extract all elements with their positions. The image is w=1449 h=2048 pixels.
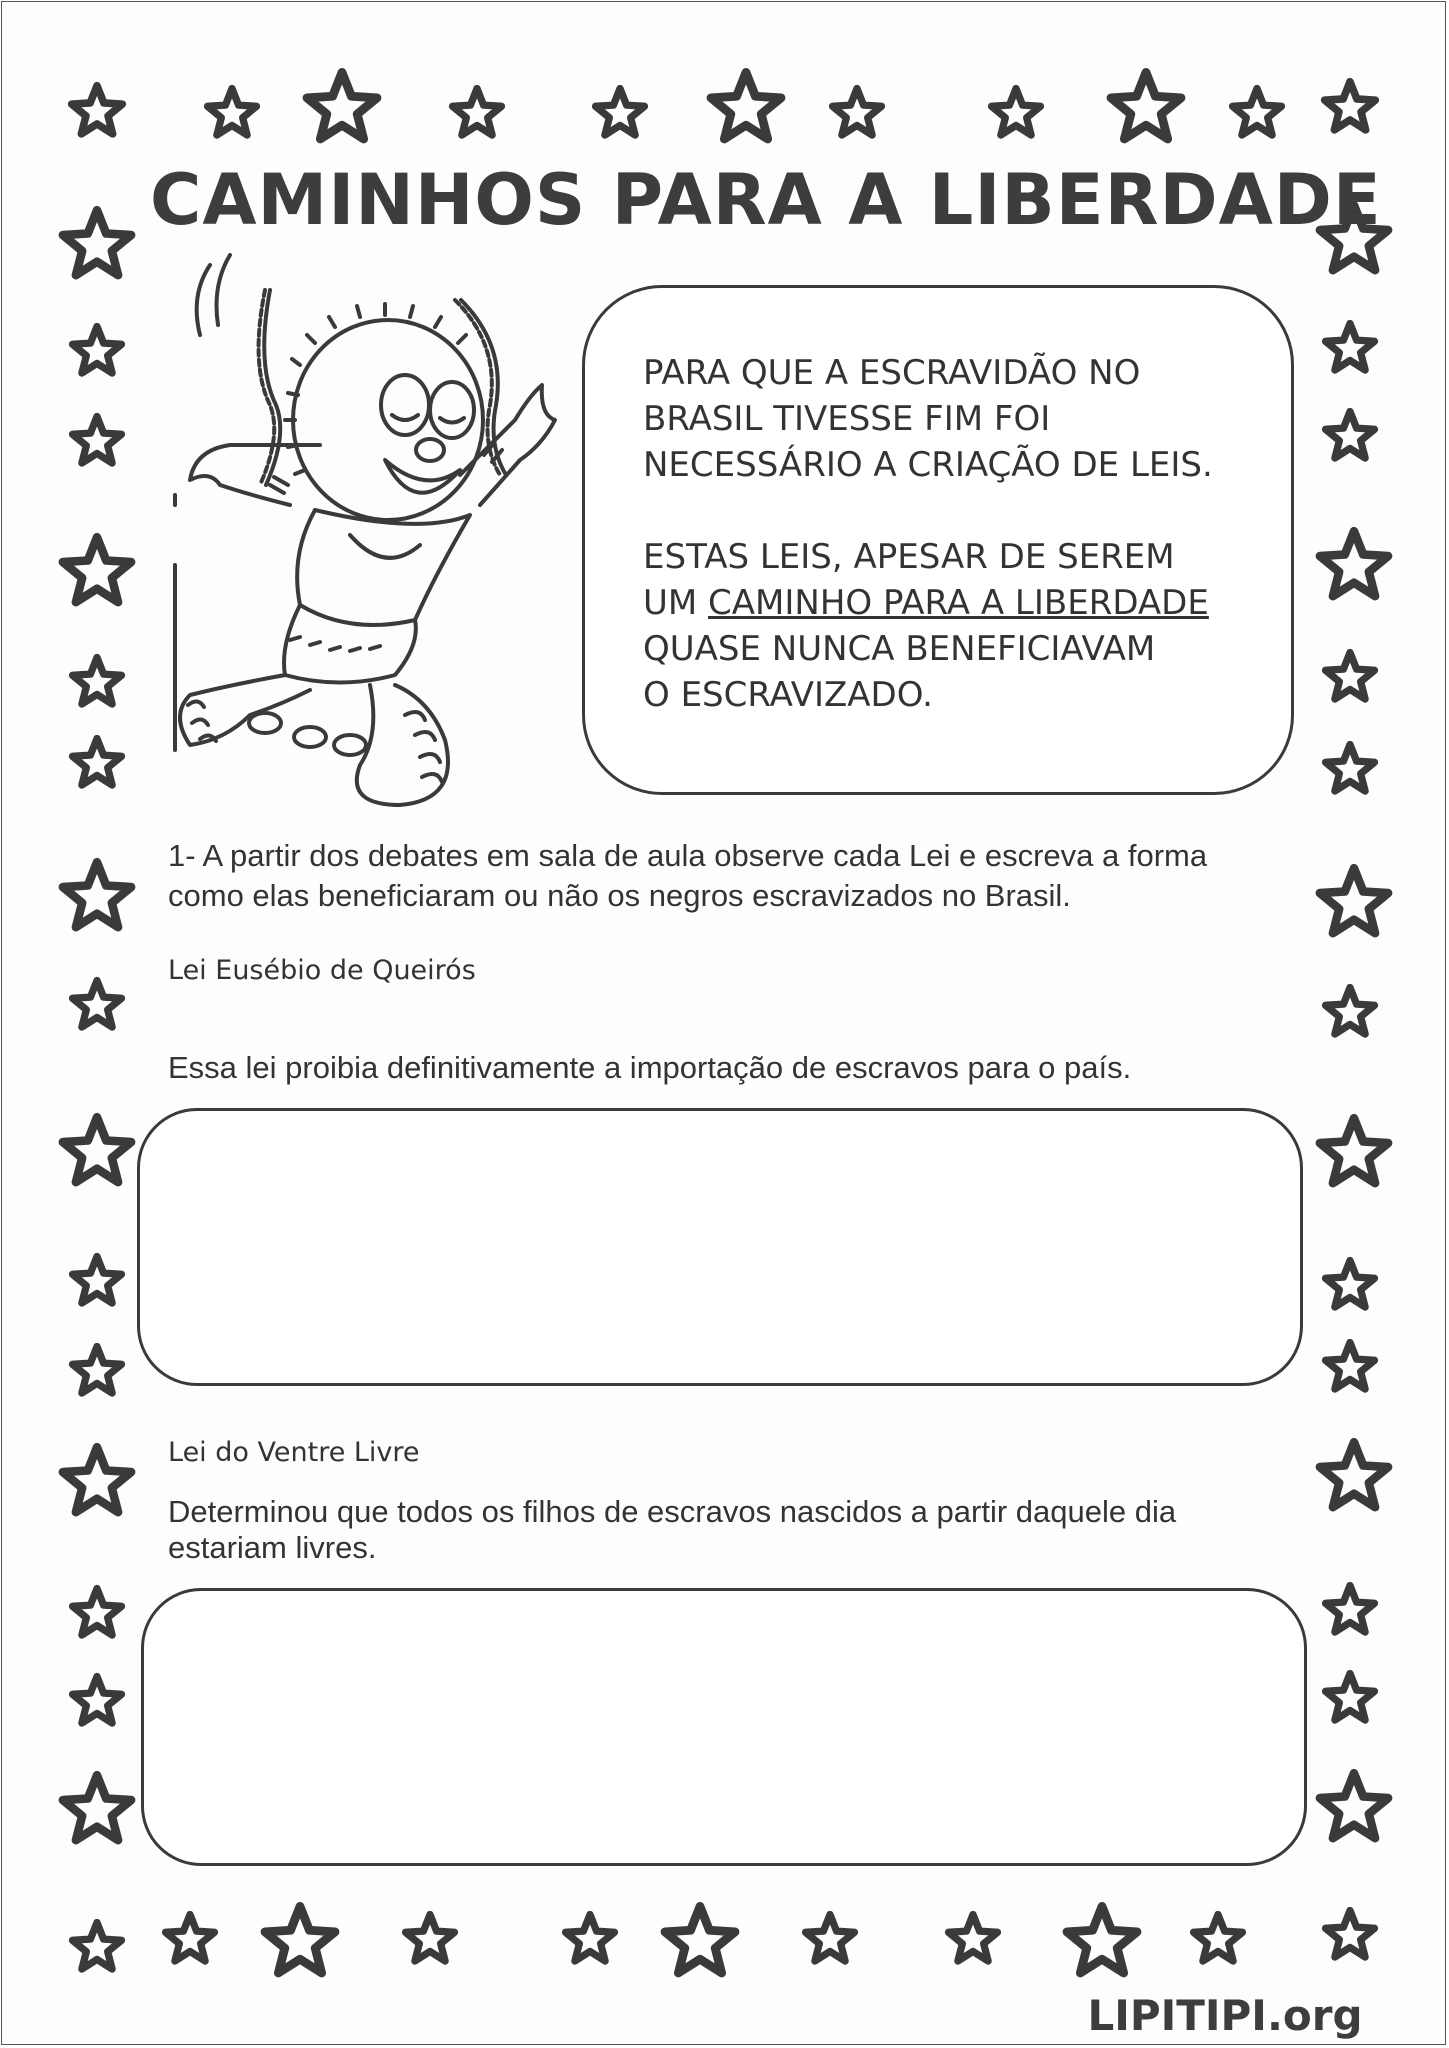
star-outline-icon bbox=[1229, 84, 1285, 140]
info-box bbox=[582, 285, 1294, 795]
star-outline-icon bbox=[660, 1900, 740, 1980]
question-line: 1- A partir dos debates em sala de aula observe cada Lei e escreva a forma bbox=[168, 838, 1208, 873]
star-outline-icon bbox=[58, 531, 136, 609]
page-title: CAMINHOS PARA A LIBERDADE bbox=[150, 159, 1382, 241]
info-line: O ESCRAVIZADO. bbox=[643, 675, 933, 715]
star-outline-icon bbox=[69, 322, 125, 378]
info-line: NECESSÁRIO A CRIAÇÃO DE LEIS. bbox=[643, 445, 1213, 485]
star-outline-icon bbox=[1322, 1669, 1378, 1725]
info-text bbox=[643, 350, 1273, 718]
star-outline-icon bbox=[1315, 525, 1393, 603]
star-outline-icon bbox=[829, 84, 885, 140]
star-outline-icon bbox=[1062, 1900, 1142, 1980]
star-outline-icon bbox=[706, 66, 786, 146]
star-outline-icon bbox=[802, 1910, 858, 1966]
underlined-phrase: CAMINHO PARA A LIBERDADE bbox=[708, 583, 1209, 623]
star-outline-icon bbox=[1322, 1338, 1378, 1394]
star-outline-icon bbox=[1106, 66, 1186, 146]
star-outline-icon bbox=[1315, 1112, 1393, 1190]
info-line: ESTAS LEIS, APESAR DE SEREM bbox=[643, 537, 1175, 577]
brand-logo: LIPITIPI.org bbox=[1087, 1991, 1363, 2040]
star-outline-icon bbox=[1322, 1581, 1378, 1637]
star-outline-icon bbox=[58, 1769, 136, 1847]
question-text bbox=[168, 836, 1318, 916]
answer-box-ventre-livre[interactable] bbox=[141, 1588, 1307, 1866]
star-outline-icon bbox=[1315, 862, 1393, 940]
star-outline-icon bbox=[69, 976, 125, 1032]
star-outline-icon bbox=[69, 1672, 125, 1728]
info-line: BRASIL TIVESSE FIM FOI bbox=[643, 399, 1051, 439]
star-outline-icon bbox=[69, 1918, 125, 1974]
star-outline-icon bbox=[1321, 77, 1379, 135]
star-outline-icon bbox=[1322, 740, 1378, 796]
star-outline-icon bbox=[69, 412, 125, 468]
star-outline-icon bbox=[58, 856, 136, 934]
star-outline-icon bbox=[1315, 1436, 1393, 1514]
star-outline-icon bbox=[1322, 407, 1378, 463]
info-line-prefix: UM bbox=[643, 583, 709, 623]
answer-box-eusebio[interactable] bbox=[137, 1108, 1303, 1386]
star-outline-icon bbox=[402, 1910, 458, 1966]
info-line: QUASE NUNCA BENEFICIAVAM bbox=[643, 629, 1156, 669]
star-outline-icon bbox=[449, 84, 505, 140]
star-outline-icon bbox=[69, 653, 125, 709]
star-outline-icon bbox=[69, 1252, 125, 1308]
star-outline-icon bbox=[945, 1910, 1001, 1966]
star-outline-icon bbox=[69, 1584, 125, 1640]
star-outline-icon bbox=[562, 1910, 618, 1966]
star-outline-icon bbox=[69, 734, 125, 790]
star-outline-icon bbox=[68, 81, 126, 139]
star-outline-icon bbox=[58, 1441, 136, 1519]
law-title-eusebio: Lei Eusébio de Queirós bbox=[168, 955, 476, 986]
law-description-ventre-livre bbox=[168, 1494, 1308, 1566]
star-outline-icon bbox=[1315, 1767, 1393, 1845]
info-line: PARA QUE A ESCRAVIDÃO NO bbox=[643, 353, 1141, 393]
law-title-ventre-livre: Lei do Ventre Livre bbox=[168, 1437, 420, 1468]
question-line: como elas beneficiaram ou não os negros escravizados no Brasil. bbox=[168, 878, 1071, 913]
star-outline-icon bbox=[1190, 1910, 1246, 1966]
law-description-line: Determinou que todos os filhos de escravos nascidos a partir daquele dia bbox=[168, 1494, 1177, 1529]
star-outline-icon bbox=[260, 1900, 340, 1980]
law-description-line: estariam livres. bbox=[168, 1530, 377, 1565]
star-outline-icon bbox=[302, 66, 382, 146]
star-outline-icon bbox=[58, 204, 136, 282]
star-outline-icon bbox=[1322, 983, 1378, 1039]
star-outline-icon bbox=[162, 1910, 218, 1966]
star-outline-icon bbox=[204, 84, 260, 140]
star-outline-icon bbox=[1322, 1906, 1378, 1962]
star-outline-icon bbox=[1322, 648, 1378, 704]
star-outline-icon bbox=[69, 1342, 125, 1398]
law-description-eusebio: Essa lei proibia definitivamente a importação de escravos para o país. bbox=[168, 1050, 1132, 1085]
star-outline-icon bbox=[1322, 319, 1378, 375]
star-outline-icon bbox=[592, 84, 648, 140]
star-outline-icon bbox=[988, 84, 1044, 140]
freed-boy-illustration bbox=[170, 245, 570, 810]
paragraph-gap bbox=[643, 488, 1273, 534]
star-outline-icon bbox=[1322, 1256, 1378, 1312]
info-line bbox=[643, 580, 1273, 626]
star-outline-icon bbox=[58, 1111, 136, 1189]
